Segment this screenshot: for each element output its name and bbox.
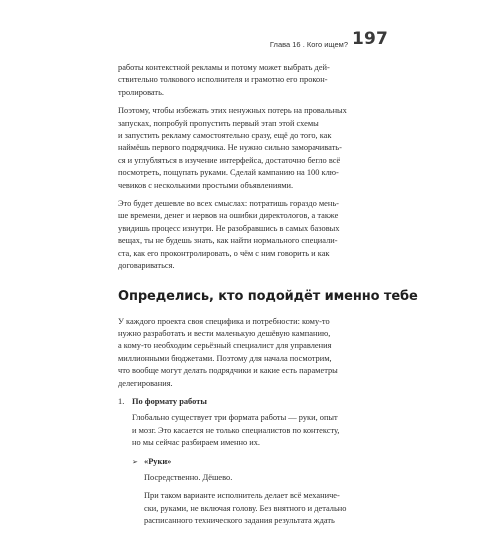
paragraph [132,412,386,449]
text-line: наймёшь первого подрядчика. Не нужно сильно заморачивать- [118,143,342,153]
chapter-title: Глава 16 . Кого ищем? [269,40,348,49]
text-line: Поэтому, чтобы избежать этих ненужных потерь на провальных [118,106,347,116]
text-line: Глобально существует три формата работы — руки, опыт [132,413,338,423]
text-line: Посредственно. Дёшево. [144,472,233,482]
text-line: что вообще могут делать подрядчики и какие есть параметры [118,366,338,376]
section-heading: Определись, кто подойдёт именно тебе [118,288,418,304]
text-line: делегирования. [118,378,173,388]
bullet-item [132,456,386,468]
text-line: а кому-то необходим серьёзный специалист для управления [118,341,332,351]
text-line: У каждого проекта своя специфика и потребности: кому-то [118,316,330,326]
text-line: договариваться. [118,261,175,271]
text-line: миллионными бюджетами. Поэтому для начала посмотрим, [118,353,332,363]
paragraph [144,490,386,527]
paragraph [144,472,386,484]
page-number: 197 [352,29,389,49]
text-line: но мы сейчас разбираем именно их. [132,438,261,448]
text-line: расписанного технического задания результата ждать [144,516,335,526]
text-line: ше времени, денег и нервов на ошибки директологов, а также [118,211,339,221]
paragraph [118,62,386,99]
text-line: ствительно толкового исполнителя и грамотно его прокон- [118,75,328,85]
text-line: и запустить рекламу самостоятельно сразу, ещё до того, как [118,131,332,141]
text-line: тролировать. [118,87,164,97]
text-line: чевиков с несколькими простыми объявлениями. [118,180,294,190]
paragraph [118,105,386,192]
text-line: вещах, ты не будешь знать, как найти нормального специали- [118,236,338,246]
text-line: работы контекстной рекламы и потому может выбрать дей- [118,63,330,72]
text-line: Это будет дешевле во всех смыслах: потратишь гораздо мень- [118,199,339,209]
list-number: 1. [118,396,125,406]
text-line: увидишь процесс изнутри. Не разобравшись в самых базовых [118,223,340,233]
bullet-body [132,472,386,528]
list-item-body [118,412,386,527]
list-item-title: По формату работы [132,396,207,406]
text-line: посмотреть, пощупать руками. Сделай кампанию на 100 клю- [118,168,339,178]
running-head [0,29,500,54]
text-line: При таком варианте исполнитель делает всё механиче- [144,491,340,501]
text-line: ста, как его проконтролировать, о чём с ним говорить и как [118,248,330,258]
text-line: ся и углубляться в изучение интерфейса, достаточно бегло всё [118,155,341,165]
paragraph [118,198,386,272]
text-line: запусках, попробуй пропустить первый этап этой схемы [118,118,319,128]
page-body [118,62,418,534]
text-line: нужно разработать и вести маленькую дешёвую кампанию, [118,328,331,338]
numbered-list-item [118,396,386,408]
paragraph [118,316,386,390]
text-line: ски, руками, не включая голову. Без внятного и детально [144,503,347,513]
arrow-bullet-icon: ➢ [132,457,138,466]
text-line: и мозг. Это касается не только специалистов по контексту, [132,425,340,435]
bullet-title: «Руки» [144,456,172,466]
